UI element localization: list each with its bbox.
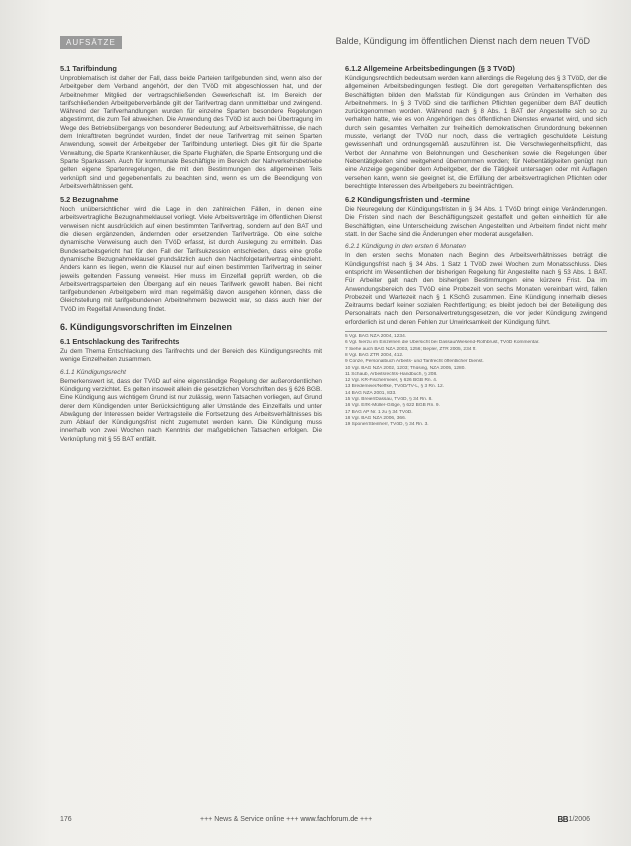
paragraph-entschlackung: Zu dem Thema Entschlackung des Tarifrechts und der Bereich des Kündigungsrechts mit wenige Einzelheiten zusammen. <box>60 348 322 364</box>
left-column <box>60 60 322 447</box>
page-footer <box>60 816 590 828</box>
footer-text-suffix: +++ <box>359 816 373 823</box>
footnote: 5 Vgl. BAG NZA 2004, 1234. <box>345 334 407 340</box>
heading-bezugnahme: 5.2 Bezugnahme <box>60 195 119 205</box>
section-tag: AUFSÄTZE <box>60 36 122 49</box>
footer-service-line <box>200 816 372 823</box>
paragraph-kuendigungsrecht: Bemerkenswert ist, dass der TVöD auf eine eigenständige Regelung der außerordentlichen Kündigung verzichtet. Es gelten insoweit allein die gesetzlichen Vorschriften des § 626 BGB. Eine Kündigung aus wichtigem Grund ist nur zulässig, wenn Tatsachen vorliegen, auf Grund derer dem Kündigenden unter Berücksichtigung aller Umstände des Einzelfalls und unter Abwägung der Interessen beider Vertragsteile die Fortsetzung des Arbeitsverhältnisses bis zum Ablauf der Kündigungsfrist nicht zugemutet werden kann. Die Kündigung muss innerhalb von zwei Wochen nach Kenntnis der maßgeblichen Tatsachen erfolgen. Die Verknüpfung mit § 55 BAT entfällt. <box>60 377 322 443</box>
footnote: 12 Vgl. KR-Fischermeier, § 626 BGB Rn. 4. <box>345 378 438 384</box>
footnote: 14 BAG NZA 2001, 833. <box>345 390 397 396</box>
footnote: 13 Bredemeier/Neffke, TVöD/TV-L, § 3 Rn. 12. <box>345 384 445 390</box>
footnote: 17 BAG AP Nr. 1 zu § 34 TVöD. <box>345 409 413 415</box>
paragraph-tarifbindung: Unproblematisch ist daher der Fall, dass beide Parteien tarifgebunden sind, wenn also der Arbeitgeber dem Verband angehört, der den TVöD mit abgeschlossen hat, und der Arbeitnehmer Mitglied der vertragschließenden Gewerkschaft ist. Im Bereich der tarifschließenden Arbeitgeberverbände gilt der Tarifvertrag dann unmittelbar und zwingend. Während der Tarifverhandlungen wurden für einzelne Sparten besondere Regelungen abgestimmt, die zum Teil abweichen. Die Anwendung des TVöD ist auch bei Übertragung im Wege des Betriebsübergangs von besonderer Bedeutung; auf Arbeitsverhältnisse, die nach dem Inkrafttreten begründet wurden, findet der neue Tarifvertrag mit seinen Sparten Anwendung, soweit der Arbeitgeber der Tarifbindung unterliegt. Dies gilt für die Sparte Verwaltung, die Sparte Krankenhäuser, die Sparte Flughäfen, die Sparte Entsorgung und die Sparte Sparkassen. Auch für kommunale Beschäftigte im Bereich der Nahverkehrsbetriebe gelten eigene Spartenregelungen, die mit den Bestimmungen des allgemeinen Teils verknüpft sind und gegebenenfalls zu beachten sind, wenn es um die Beendigung von Arbeitsverhältnissen geht. <box>60 75 322 190</box>
footnote: 16 Vgl. ErfK-Müller-Glöge, § 622 BGB Rn. 9. <box>345 403 440 409</box>
paragraph-erste-sechs-monate: In den ersten sechs Monaten nach Beginn des Arbeitsverhältnisses beträgt die Kündigungsfrist nach § 34 Abs. 1 Satz 1 TVöD zwei Wochen zum Monatsschluss. Dies entspricht im Wesentlichen der bisherigen Regelung für Angestellte nach § 53 Abs. 1 BAT. Für Arbeiter galt nach den bisherigen Bestimmungen eine kürzere Frist. Da im Anwendungsbereich des TVöD eine Probezeit von sechs Monaten vereinbart wird, fallen Probezeit und Wartezeit nach § 1 KSchG zusammen. Eine Kündigung innerhalb dieses Zeitraums bedarf keiner sozialen Rechtfertigung; es bleibt jedoch bei der Beteiligung des Personalrats nach den Personalvertretungsgesetzen, die vor jeder Kündigung zwingend erforderlich ist und deren Fehlen zur Unwirksamkeit der Kündigung führt. <box>345 252 607 326</box>
footnote: 11 Schaub, Arbeitsrechts-Handbuch, § 208. <box>345 371 438 377</box>
footer-website-link[interactable]: www.fachforum.de <box>300 816 358 823</box>
footnote: 9 Conze, Personalbuch Arbeits- und Tarifrecht öffentlicher Dienst. <box>345 359 484 365</box>
footnote: 10 Vgl. BAG NZA 2002, 1203; Thüsing, NZA 2005, 1280. <box>345 365 466 371</box>
issue-number: 1/2006 <box>568 816 590 823</box>
running-title: Balde, Kündigung im öffentlichen Dienst nach dem neuen TVöD <box>335 36 590 46</box>
heading-arbeitsbedingungen: 6.1.2 Allgemeine Arbeitsbedingungen (§ 3 TVöD) <box>345 64 515 73</box>
publisher-logo: BB <box>557 815 568 824</box>
footnote: 7 Siehe auch BAG NZA 2003, 1256; Bepler, ZTR 2005, 234 ff. <box>345 346 477 352</box>
heading-kuendigungsvorschriften: 6. Kündigungsvorschriften im Einzelnen <box>60 322 233 333</box>
paragraph-bezugnahme: Noch unübersichtlicher wird die Lage in den zahlreichen Fällen, in denen eine arbeitsvertragliche Bezugnahmeklausel vorliegt. Viele Arbeitsverträge im öffentlichen Dienst verweisen nicht ausdrücklich auf einen bestimmten Tarifvertrag, sondern auf den BAT und die diesen ergänzenden, ändernden oder ersetzenden Tarifverträge. Ob eine solche dynamische Verweisung auch den TVöD erfasst, ist durch Auslegung zu ermitteln. Das Bundesarbeitsgericht hat für den Fall der Tarifsukzession entschieden, dass eine große dynamische Bezugnahmeklausel grundsätzlich auch den Nachfolgetarifvertrag einbezieht. Anders kann es liegen, wenn die Klausel nur auf einen bestimmten Tarifvertrag in seiner jeweils geltenden Fassung verweist. Hier muss im Einzelfall geprüft werden, ob die Arbeitsvertragsparteien den Übergang auf ein neues Tarifwerk gewollt haben. Bei nicht tarifgebundenen Arbeitgebern wird man regelmäßig davon ausgehen können, dass die Gleichstellung mit tarifgebundenen Arbeitnehmern bezweckt war, so dass auch hier der TVöD im Regelfall Anwendung findet. <box>60 206 322 313</box>
heading-entschlackung: 6.1 Entschlackung des Tarifrechts <box>60 337 180 347</box>
paragraph-arbeitsbedingungen: Kündigungsrechtlich bedeutsam werden kann allerdings die Regelung des § 3 TVöD, der die allgemeinen Arbeitsbedingungen festlegt. Die dort geregelten Verhaltenspflichten des Beschäftigten bilden den Maßstab für Kündigungen aus Gründen im Verhalten des Arbeitnehmers. In § 3 TVöD sind die tariflichen Pflichten gegenüber dem BAT deutlich zurückgenommen worden. Während nach § 8 Abs. 1 BAT der Angestellte sich so zu verhalten hatte, wie es von Angehörigen des öffentlichen Dienstes erwartet wird, und sich durch sein gesamtes Verhalten zur freiheitlich demokratischen Grundordnung bekennen musste, verlangt der TVöD nur noch, dass die vertraglich geschuldete Leistung gewissenhaft und ordnungsgemäß auszuführen ist. Die Verschwiegenheitspflicht, das Verbot der Annahme von Belohnungen und Geschenken sowie die Regelungen über Nebentätigkeiten sind weitgehend übernommen worden; für Nebentätigkeiten genügt nun eine Anzeige gegenüber dem Arbeitgeber, der die Tätigkeit untersagen oder mit Auflagen versehen kann, wenn sie geeignet ist, die Erfüllung der arbeitsvertraglichen Pflichten oder berechtigte Interessen des Arbeitgebers zu beeinträchtigen. <box>345 75 607 190</box>
footnote: 6 Vgl. hierzu im Einzelnen die Übersicht bei Dassau/Wiesend-Rothbrust, TVöD Kommentar. <box>345 340 540 346</box>
footnote: 8 Vgl. BAG ZTR 2004, 412. <box>345 352 404 358</box>
footnote: 19 Sponer/Steinherr, TVöD, § 34 Rn. 3. <box>345 422 429 428</box>
heading-tarifbindung: 5.1 Tarifbindung <box>60 64 117 73</box>
footnote: 15 Vgl. Breier/Dassau, TVöD, § 34 Rn. 8. <box>345 396 433 402</box>
right-column <box>345 60 607 428</box>
page-header <box>60 36 590 50</box>
footer-text-prefix: +++ News & Service online +++ <box>200 816 299 823</box>
paragraph-kuendigungsfristen: Die Neuregelung der Kündigungsfristen in § 34 Abs. 1 TVöD bringt einige Veränderungen. Die Fristen sind nach der Beschäftigungszeit gestaffelt und gelten einheitlich für alle Beschäftigten, eine Unterscheidung zwischen Angestellten und Arbeitern findet nicht mehr statt. In der Sache sind die Änderungen eher moderat ausgefallen. <box>345 206 607 239</box>
footnotes <box>345 331 607 428</box>
heading-kuendigungsrecht: 6.1.1 Kündigungsrecht <box>60 368 126 376</box>
footnote: 18 Vgl. BAG NZA 2006, 366. <box>345 415 407 421</box>
page-number: 176 <box>60 816 72 823</box>
heading-erste-sechs-monate: 6.2.1 Kündigung in den ersten 6 Monaten <box>345 243 466 251</box>
heading-kuendigungsfristen: 6.2 Kündigungsfristen und -termine <box>345 195 470 205</box>
